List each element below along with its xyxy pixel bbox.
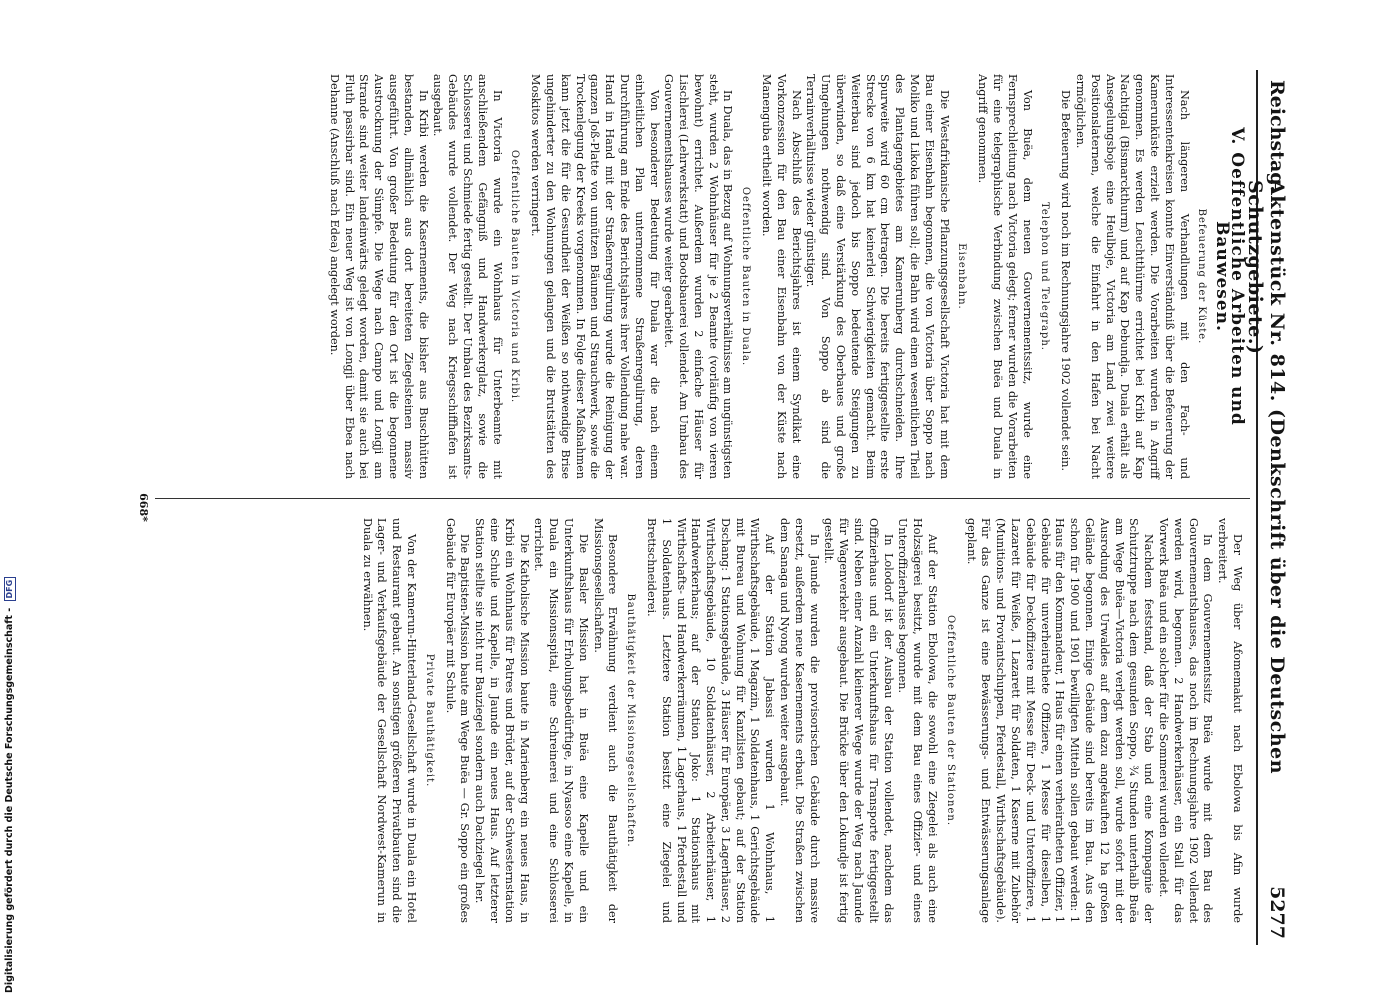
subheading-bauten-victoria: Oeffentliche Bauten in Victoria und Kribi. [509,149,521,404]
paragraph: Nach längeren Verhandlungen mit den Fach- und Interessentenkreisen konnte Einverständniß über die Befeuerung der Kamerunküste erzielt werden. Die Vorarbeiten wurden in Angriff genommen. Es werden Leuchtthürme errichtet bei Kribi auf Kap Nachtigal (Bismarckthurm) und auf Kap Debundja. Duala erhält als Ansegelungsboje eine Heulboje, Victoria am Land zwei weitere Positionslaternen, welche die Einfahrt in den Hafen bei Nacht ermöglichen. [1074,74,1191,479]
paragraph: Auf der Station Jabassi wurden 1 Wohnhaus, 1 Wirthschaftsgebäude, 1 Magazin, 1 Soldatenhaus, 1 Gerichtsgebäude mit Bureau und Wohnung für Kanzlisten gebaut; auf der Station Dschang: 1 Stationsgebäude, 3 Häuser für Europäer, 3 Lagerhäuser, 2 Wirthschaftsgebäude, 10 Soldatenhäuser, 2 Arbeiterhäuser, 1 Handwerkerhaus; auf der Station Joko: 1 Stationshaus mit Wirthschafts- und Handwerkerräumen, 1 Lagerhaus, 1 Pferdestall und 1 Soldatenhaus. Letztere Station besitzt eine Ziegelei und Brettschneiderei. [644,518,777,923]
paragraph: Die Basler Mission hat in Buëa eine Kapelle und ein Unterkunftshaus für Erholungsbedürftige, in Nyasoso eine Kapelle, in Duala ein Missionsspital, eine Schreinerei und eine Schlosserei errichtet. [532,518,590,923]
paragraph: Der Weg über Afomemakut nach Ebolowa bis Afin wurde verbreitert. [1216,518,1244,923]
page-header [1244,70,1290,945]
paragraph: Die Katholische Mission baute in Marienberg ein neues Haus, in Kribi ein Wohnhaus für Patres und Brüder, auf der Schwesternstation eine Schule und Kapelle, in Jaunde ein neues Haus. Auf letzterer Station stellte sie nicht nur Bauziegel sondern auch Dachziegel her. [473,518,531,923]
paragraph: In Duala, das in Bezug auf Wohnungsverhältnisse am ungünstigsten steht, wurden 2 Wohnhäuser für je 2 Beamte (vorläufig von vieren bewohnt) errichtet. Außerdem wurden 2 einfache Häuser für Lischlerei (Lehrwerkstatt) und Bootsbauerei vollendet. Am Umbau des Gouvernementshauses wurde weiter gearbeitet. [662,74,735,479]
paragraph: In dem Gouvernementssitz Buëa wurde mit dem Bau des Gouvernementshauses, das noch im Rechnungsjahre 1902 vollendet werden wird, begonnen. 2 Handwerkerhäuser, ein Stall für das Vorwerk Buëa und ein solcher für die Sommerei wurden vollendet. [1157,518,1215,923]
column-divider [155,498,1250,499]
header-page-number: 5277 [1266,886,1288,939]
subheading-missionen: Bauthätigkeit der Missionsgesellschaften. [625,593,637,848]
credit-text: Digitalisierung gefördert durch die Deutsche Forschungsgemeinschaft - [4,607,15,993]
paragraph: In Victoria wurde ein Wohnhaus für Unterbeamte mit anschließendem Gefängniß und Handwerkerglatz, sowie die Schlosserei und Schmiede fertig gestellt. Der Umbau des Bezirksamts-Gebäudes wurde vollendet. Der Weg nach Kriegsschiffhafen ist ausgebaut. [431,74,504,479]
paragraph: Nach Abschluß des Berichtsjahres ist einem Syndikat eine Vorkonzession für den Bau einer Eisenbahn von der Küste nach Manenguba ertheilt worden. [760,74,803,479]
digitization-credit [4,579,16,993]
subheading-eisenbahn: Eisenbahn. [956,243,968,310]
subheading-private-bauten: Private Bauthätigkeit. [423,653,435,788]
paragraph: Besondere Erwähnung verdient auch die Bauthätigkeit der Missionsgesellschaften. [591,518,620,923]
paragraph: Von Buëa, dem neuen Gouvernementssitz, wurde eine Fernsprechleitung nach Victoria gelegt; ferner wurden die Vorarbeiten für eine telegraphische Verbindung zwischen Buëa und Duala in Angriff genommen. [976,74,1034,479]
paragraph: Von besonderer Bedeutung für Duala war die nach einem einheitlichen Plan unternommene Straßenregulirung, deren Durchführung am Ende des Berichtsjahres ihrer Vollendung nahe war. Hand in Hand mit der Straßenregulirung wurde die Reinigung der ganzen Joß-Platte von unnützen Bäumen und Strauchwerk, sowie die Trockenlegung der Kreeks vorgenommen. In Folge dieser Maßnahmen kann jetzt die für die Gesundheit der Weißen so nothwendige Brise ungehinderter zu den Wohnungen gelangen und die Brutstätten des Moskitos werden verringert. [529,74,661,479]
rotated-document-page [65,70,1290,945]
paragraph: Nachdem feststand, daß der Stab und eine Kompagnie der Schutztruppe nach dem gesunden Soppo, ¾ Stunden unterhalb Buëa am Wege Buëa—Victoria verlegt werden soll, wurde sofort mit der Ausrodung des Urwaldes auf dem dazu angekauften 12 ha großen Gelände begonnen. Einige Gebäude sind bereits im Bau. Aus den schon für 1900 und 1901 bewilligten Mitteln sollen gebaut werden: 1 Haus für den Kommandeur, 1 Haus für einen verheiratheten Offizier, 1 Gebäude für unverheirathete Offiziere, 1 Messe für dieselben, 1 Gebäude für Deckoffiziere mit Messe für Deck- und Unteroffiziere, 1 Lazarett für Weiße, 1 Lazarett für Soldaten, 1 Kaserne mit Zubehör (Munitions- und Proviantschuppen, Pferdestall, Wirthschaftsgebäude). Für das Ganze ist eine Bewässerungs- und Entwässerungsanlage geplant. [964,518,1156,923]
subheading-telephon: Telephon und Telegraph. [1039,202,1051,351]
header-chamber: Reichstag. [1266,80,1288,193]
dfg-logo: DFG [4,577,16,602]
paragraph: Auf der Station Ebolowa, die sowohl eine Ziegelei als auch eine Holzsägerei besitzt, wurde mit dem Bau eines Offizier- und eines Unteroffizierhauses begonnen. [896,518,940,923]
left-column [164,74,1247,479]
section-title: V. Oeffentliche Arbeiten und Bauwesen. [1212,127,1247,426]
footer-page-mark: 668* [137,493,150,522]
right-column [164,518,1244,923]
paragraph: Von der Kamerun-Hinterland-Gesellschaft wurde in Duala ein Hotel und Restaurant gebaut. An sonstigen größeren Privatbauten sind die Lager- und Verkaufsgebäude der Gesellschaft Nordwest-Kamerun in Duala zu erwähnen. [360,518,418,923]
paragraph: Die Baptisten-Mission baute am Wege Buëa — Gr. Soppo ein großes Gebäude für Europäer mit Schule. [443,518,472,923]
paragraph: In Lolodorf ist der Ausbau der Station vollendet, nachdem das Offizierhaus und ein Unterkunftshaus für Transporte fertiggestellt sind. Neben einer Anzahl kleinerer Wege wurde der Weg nach Jaunde für Wagenverkehr ausgebaut. Die Brücke über den Lokundje ist fertig gestellt. [822,518,895,923]
paragraph: Die Westafrikanische Pflanzungsgesellschaft Victoria hat mit dem Bau einer Eisenbahn begonnen, die von Victoria über Soppo nach Moliko und Likoka führen soll; die Bahn wird einen wesentlichen Theil des Plantagengebietes am Kamerunberg durchschneiden. Ihre Spurweite wird 60 cm betragen. Die bereits fertiggestellte erste Strecke von 6 km hat keinerlei Schwierigkeiten gemacht. Beim Weiterbau sind jedoch bis Soppo bedeutende Steigungen zu überwinden, so daß eine Verstärkung des Oberbaues und große Umgehungen nothwendig sind. Von Soppo ab sind die Terrainverhältnisse wieder günstiger. [804,74,951,479]
paragraph: In Kribi werden die Kasernements, die bisher aus Buschhütten bestanden, allmählich aus dort bereiteten Ziegelsteinen massiv ausgeführt. Von großer Bedeutung für den Ort ist die begonnene Austrocknung der Sümpfe. Die Wege nach Campo und Longji am Strande sind weiter landeinwärts gelegt worden, damit sie auch bei Fluth passirbar sind. Ein neuer Weg ist von Longji über Ebea nach Dehanne (Anschluß nach Edea) angelegt worden. [327,74,430,479]
paragraph: In Jaunde wurden die provisorischen Gebäude durch massive ersetzt, außerdem neue Kasernements erbaut. Die Straßen zwischen dem Sanaga und Nyong wurden weiter ausgebaut. [778,518,821,923]
subheading-bauten-duala: Oeffentliche Bauten in Duala. [740,186,752,367]
header-title: Aktenstück Nr. 814. (Denkschrift über die Deutschen Schutzgebiete.) [1244,180,1288,775]
subheading-befeuerung: Befeuerung der Küste. [1196,208,1208,345]
subheading-bauten-stationen: Oeffentliche Bauten der Stationen. [944,614,956,827]
paragraph: Die Befeuerung wird noch im Rechnungsjahre 1902 vollendet sein. [1059,90,1073,472]
